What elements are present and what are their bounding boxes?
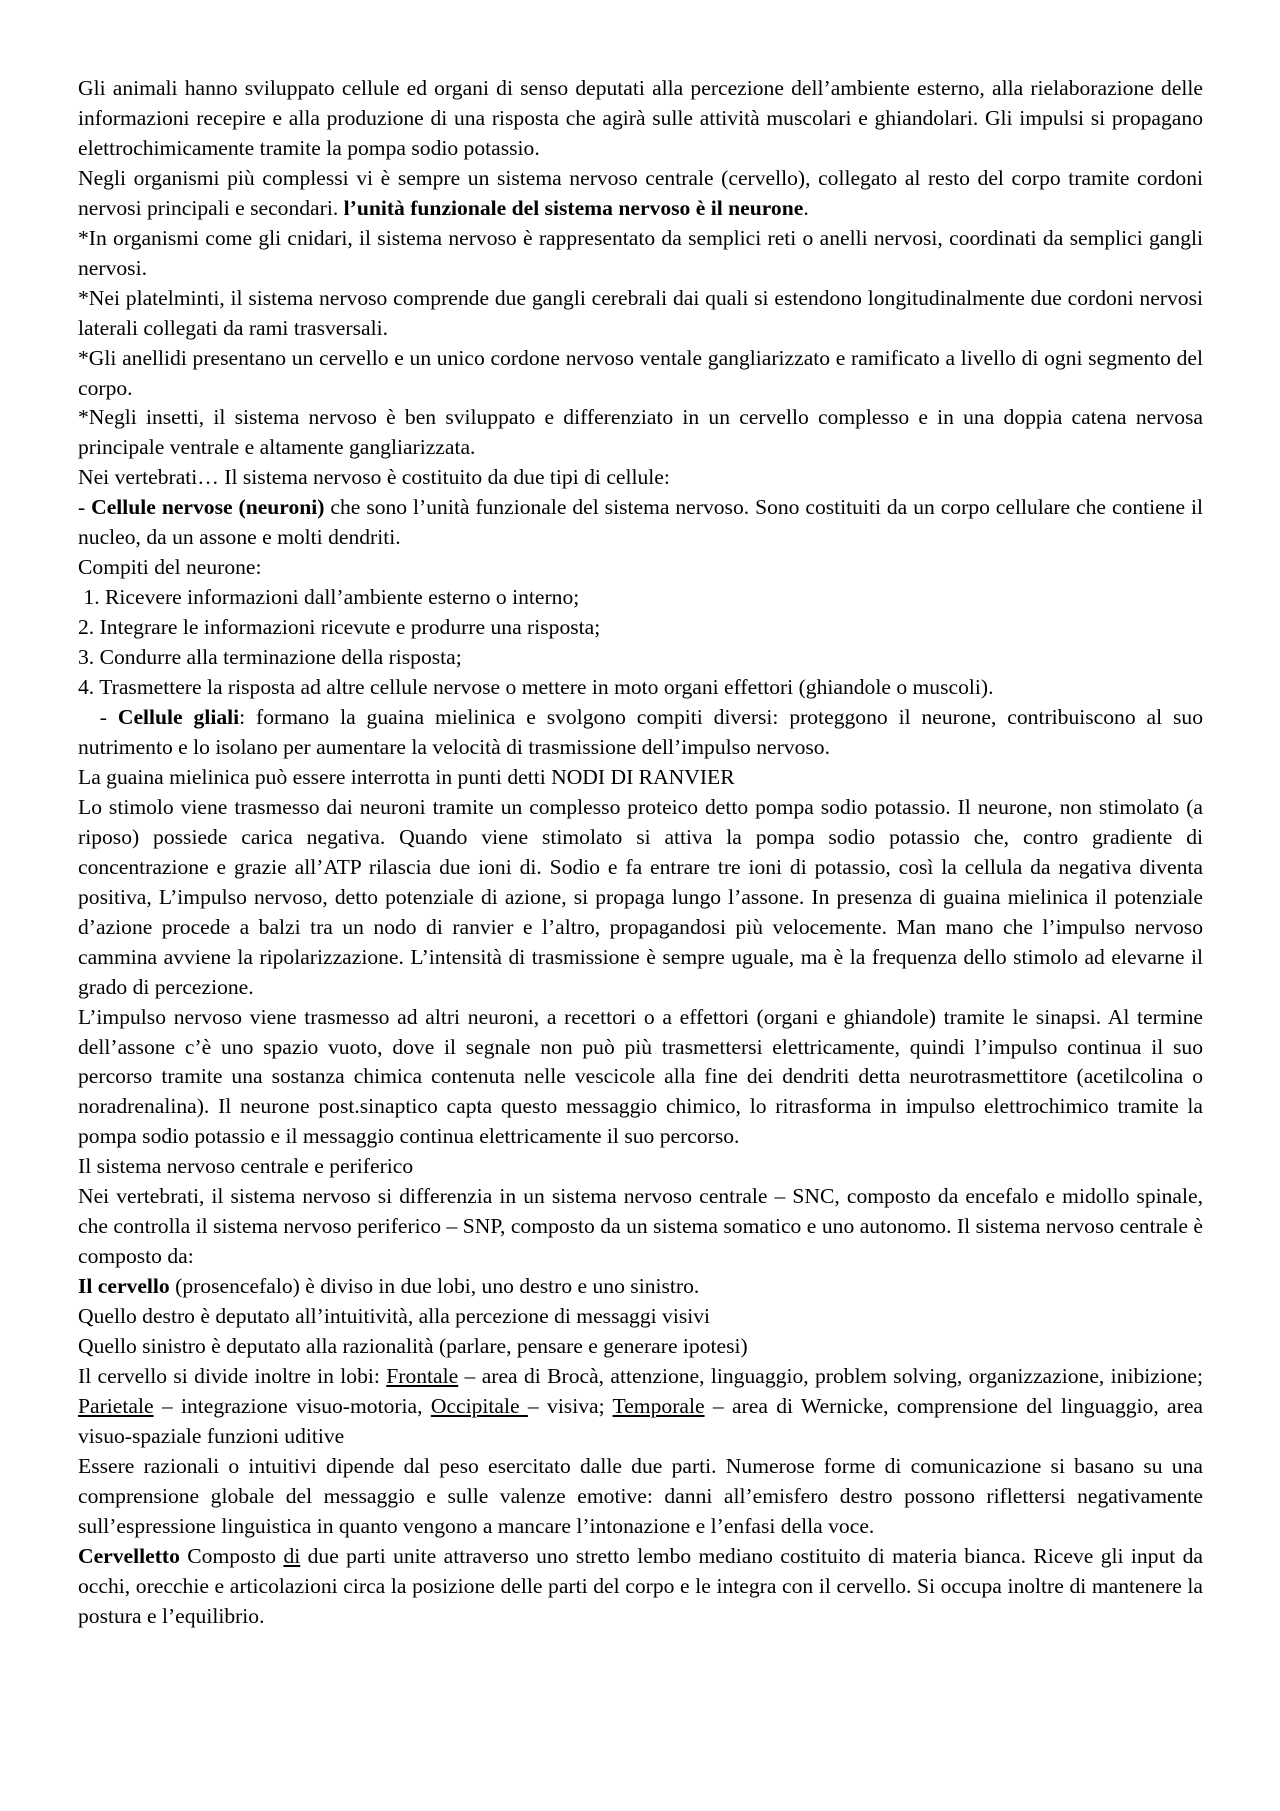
text-span: Negli organismi più complessi vi è sempre un sistema nervoso centrale (cervello), collegato al resto del corpo tramite cordoni nervosi principali e secondari. xyxy=(78,165,1203,220)
paragraph-snc-heading: Il sistema nervoso centrale e periferico xyxy=(78,1154,414,1179)
paragraph-insetti: *Negli insetti, il sistema nervoso è ben sviluppato e differenziato in un cervello complesso e in una doppia catena nervosa principale ventrale e altamente gangliarizzata. xyxy=(78,405,1203,460)
paragraph-lobi xyxy=(78,1362,1203,1452)
text-span: (prosencefalo) è diviso in due lobi, uno destro e uno sinistro. xyxy=(169,1274,700,1299)
text-span: : formano la guaina mielinica e svolgono compiti diversi: proteggono il neurone, contribuiscono al suo nutrimento e lo isolano per aumentare la velocità di trasmissione dell’impulso nervoso. xyxy=(78,705,1204,759)
paragraph-snc: Nei vertebrati, il sistema nervoso si differenzia in un sistema nervoso centrale – SNC, composto da encefalo e midollo spinale, che controlla il sistema nervoso periferico – SNP, composto da un sistema somatico e uno autonomo. Il sistema nervoso centrale è composto da: xyxy=(78,1184,1203,1269)
paragraph-complex-organisms xyxy=(78,164,1203,224)
paragraph-destro: Quello destro è deputato all’intuitività, alla percezione di messaggi visivi xyxy=(78,1304,711,1329)
text-span: due parti unite attraverso uno stretto lembo mediano costituito di materia bianca. Riceve gli input da occhi, orecchie e articolazioni circa la posizione delle parti del corpo e le integra con il cervello. Si occupa inoltre di mantenere la postura e l’equilibrio. xyxy=(78,1543,1203,1628)
paragraph-ranvier: La guaina mielinica può essere interrotta in punti detti NODI DI RANVIER xyxy=(78,764,735,789)
bold-span: Il cervello xyxy=(78,1274,170,1299)
paragraph-cervelletto xyxy=(78,1542,1203,1632)
underlined-span: di xyxy=(283,1543,301,1568)
text-span: - xyxy=(78,705,118,730)
paragraph-intro: Gli animali hanno sviluppato cellule ed organi di senso deputati alla percezione dell’ambiente esterno, alla rielaborazione delle informazioni recepire e alla produzione di una risposta che agirà sulle attività muscolari e ghiandolari. Gli impulsi si propagano elettrochimicamente tramite la pompa sodio potassio. xyxy=(78,76,1203,160)
underlined-span: Occipitale xyxy=(430,1393,528,1418)
list-item-4: 4. Trasmettere la risposta ad altre cellule nervose o mettere in moto organi effettori (ghiandole o muscoli). xyxy=(78,675,994,700)
bold-span: Cellule nervose (neuroni) xyxy=(91,495,325,520)
list-item-1: 1. Ricevere informazioni dall’ambiente esterno o interno; xyxy=(78,585,580,610)
paragraph-sinapsi: L’impulso nervoso viene trasmesso ad altri neuroni, a recettori o a effettori (organi e ghiandole) tramite le sinapsi. Al termine dell’assone c’è uno spazio vuoto, dove il segnale non può più trasmettersi elettricamente, quindi l’impulso continua il suo percorso tramite una sostanza chimica contenuta nelle vescicole alla fine dei dendriti detta neurotrasmettitore (acetilcolina o noradrenalina). Il neurone post.sinaptico capta questo messaggio chimico, lo ritrasforma in impulso elettrochimico tramite la pompa sodio potassio e il messaggio continua elettricamente il suo percorso. xyxy=(78,1004,1203,1149)
paragraph-cervello xyxy=(78,1272,1203,1302)
text-span: . xyxy=(803,195,809,220)
list-item-2: 2. Integrare le informazioni ricevute e produrre una risposta; xyxy=(78,615,601,640)
paragraph-compiti-heading: Compiti del neurone: xyxy=(78,555,262,580)
text-span: che sono l’unità funzionale del sistema nervoso. Sono costituiti da un corpo cellulare che contiene il nucleo, da un assone e molti dendriti. xyxy=(78,495,1204,550)
bold-span: l’unità funzionale del sistema nervoso è il neurone xyxy=(343,195,804,220)
paragraph-platelminti: *Nei platelminti, il sistema nervoso comprende due gangli cerebrali dai quali si estendono longitudinalmente due cordoni nervosi laterali collegati da rami trasversali. xyxy=(78,285,1203,340)
underlined-span: Temporale xyxy=(612,1393,705,1418)
paragraph-neuroni xyxy=(78,493,1203,553)
paragraph-vertebrati: Nei vertebrati… Il sistema nervoso è costituito da due tipi di cellule: xyxy=(78,465,670,490)
text-span: – area di Brocà, attenzione, linguaggio, problem solving, organizzazione, inibizione; xyxy=(458,1363,1203,1388)
text-span: – integrazione visuo-motoria, xyxy=(153,1393,431,1418)
paragraph-stimolo: Lo stimolo viene trasmesso dai neuroni tramite un complesso proteico detto pompa sodio potassio. Il neurone, non stimolato (a riposo) possiede carica negativa. Quando viene stimolato si attiva la pompa sodio potassio che, contro gradiente di concentrazione e grazie all’ATP rilascia due ioni di. Sodio e fa entrare tre ioni di potassio, così la cellula da negativa diventa positiva, L’impulso nervoso, detto potenziale di azione, si propaga lungo l’assone. In presenza di guaina mielinica il potenziale d’azione procede a balzi tra un nodo di ranvier e l’altro, propagandosi più velocemente. Man mano che l’impulso nervoso cammina avviene la ripolarizzazione. L’intensità di trasmissione è sempre uguale, ma è la frequenza dello stimolo ad elevarne il grado di percezione. xyxy=(78,794,1203,999)
paragraph-cnidari: *In organismi come gli cnidari, il sistema nervoso è rappresentato da semplici reti o anelli nervosi, coordinati da semplici gangli nervosi. xyxy=(78,225,1203,280)
text-span: Composto xyxy=(179,1543,284,1568)
paragraph-razionali: Essere razionali o intuitivi dipende dal peso esercitato dalle due parti. Numerose forme di comunicazione si basano su una comprensione globale del messaggio e sulle valenze emotive: danni all’emisfero destro possono riflettersi negativamente sull’espressione linguistica in quanto vengono a mancare l’intonazione e l’enfasi della voce. xyxy=(78,1453,1203,1538)
paragraph-gliali xyxy=(78,703,1203,763)
text-span: – area di Wernicke, comprensione del linguaggio, area visuo-spaziale funzioni uditive xyxy=(78,1393,1203,1448)
bold-span: Cellule gliali xyxy=(117,705,240,730)
paragraph-anellidi: *Gli anellidi presentano un cervello e un unico cordone nervoso ventale gangliarizzato e ramificato a livello di ogni segmento del corpo. xyxy=(78,345,1203,400)
underlined-span: Parietale xyxy=(78,1393,154,1418)
underlined-span: Frontale xyxy=(386,1363,459,1388)
list-item-3: 3. Condurre alla terminazione della risposta; xyxy=(78,645,462,670)
text-span: – visiva; xyxy=(527,1393,613,1418)
paragraph-sinistro: Quello sinistro è deputato alla razionalità (parlare, pensare e generare ipotesi) xyxy=(78,1334,748,1359)
text-span: - xyxy=(78,495,92,520)
text-span: Il cervello si divide inoltre in lobi: xyxy=(78,1363,387,1388)
bold-span: Cervelletto xyxy=(78,1543,180,1568)
